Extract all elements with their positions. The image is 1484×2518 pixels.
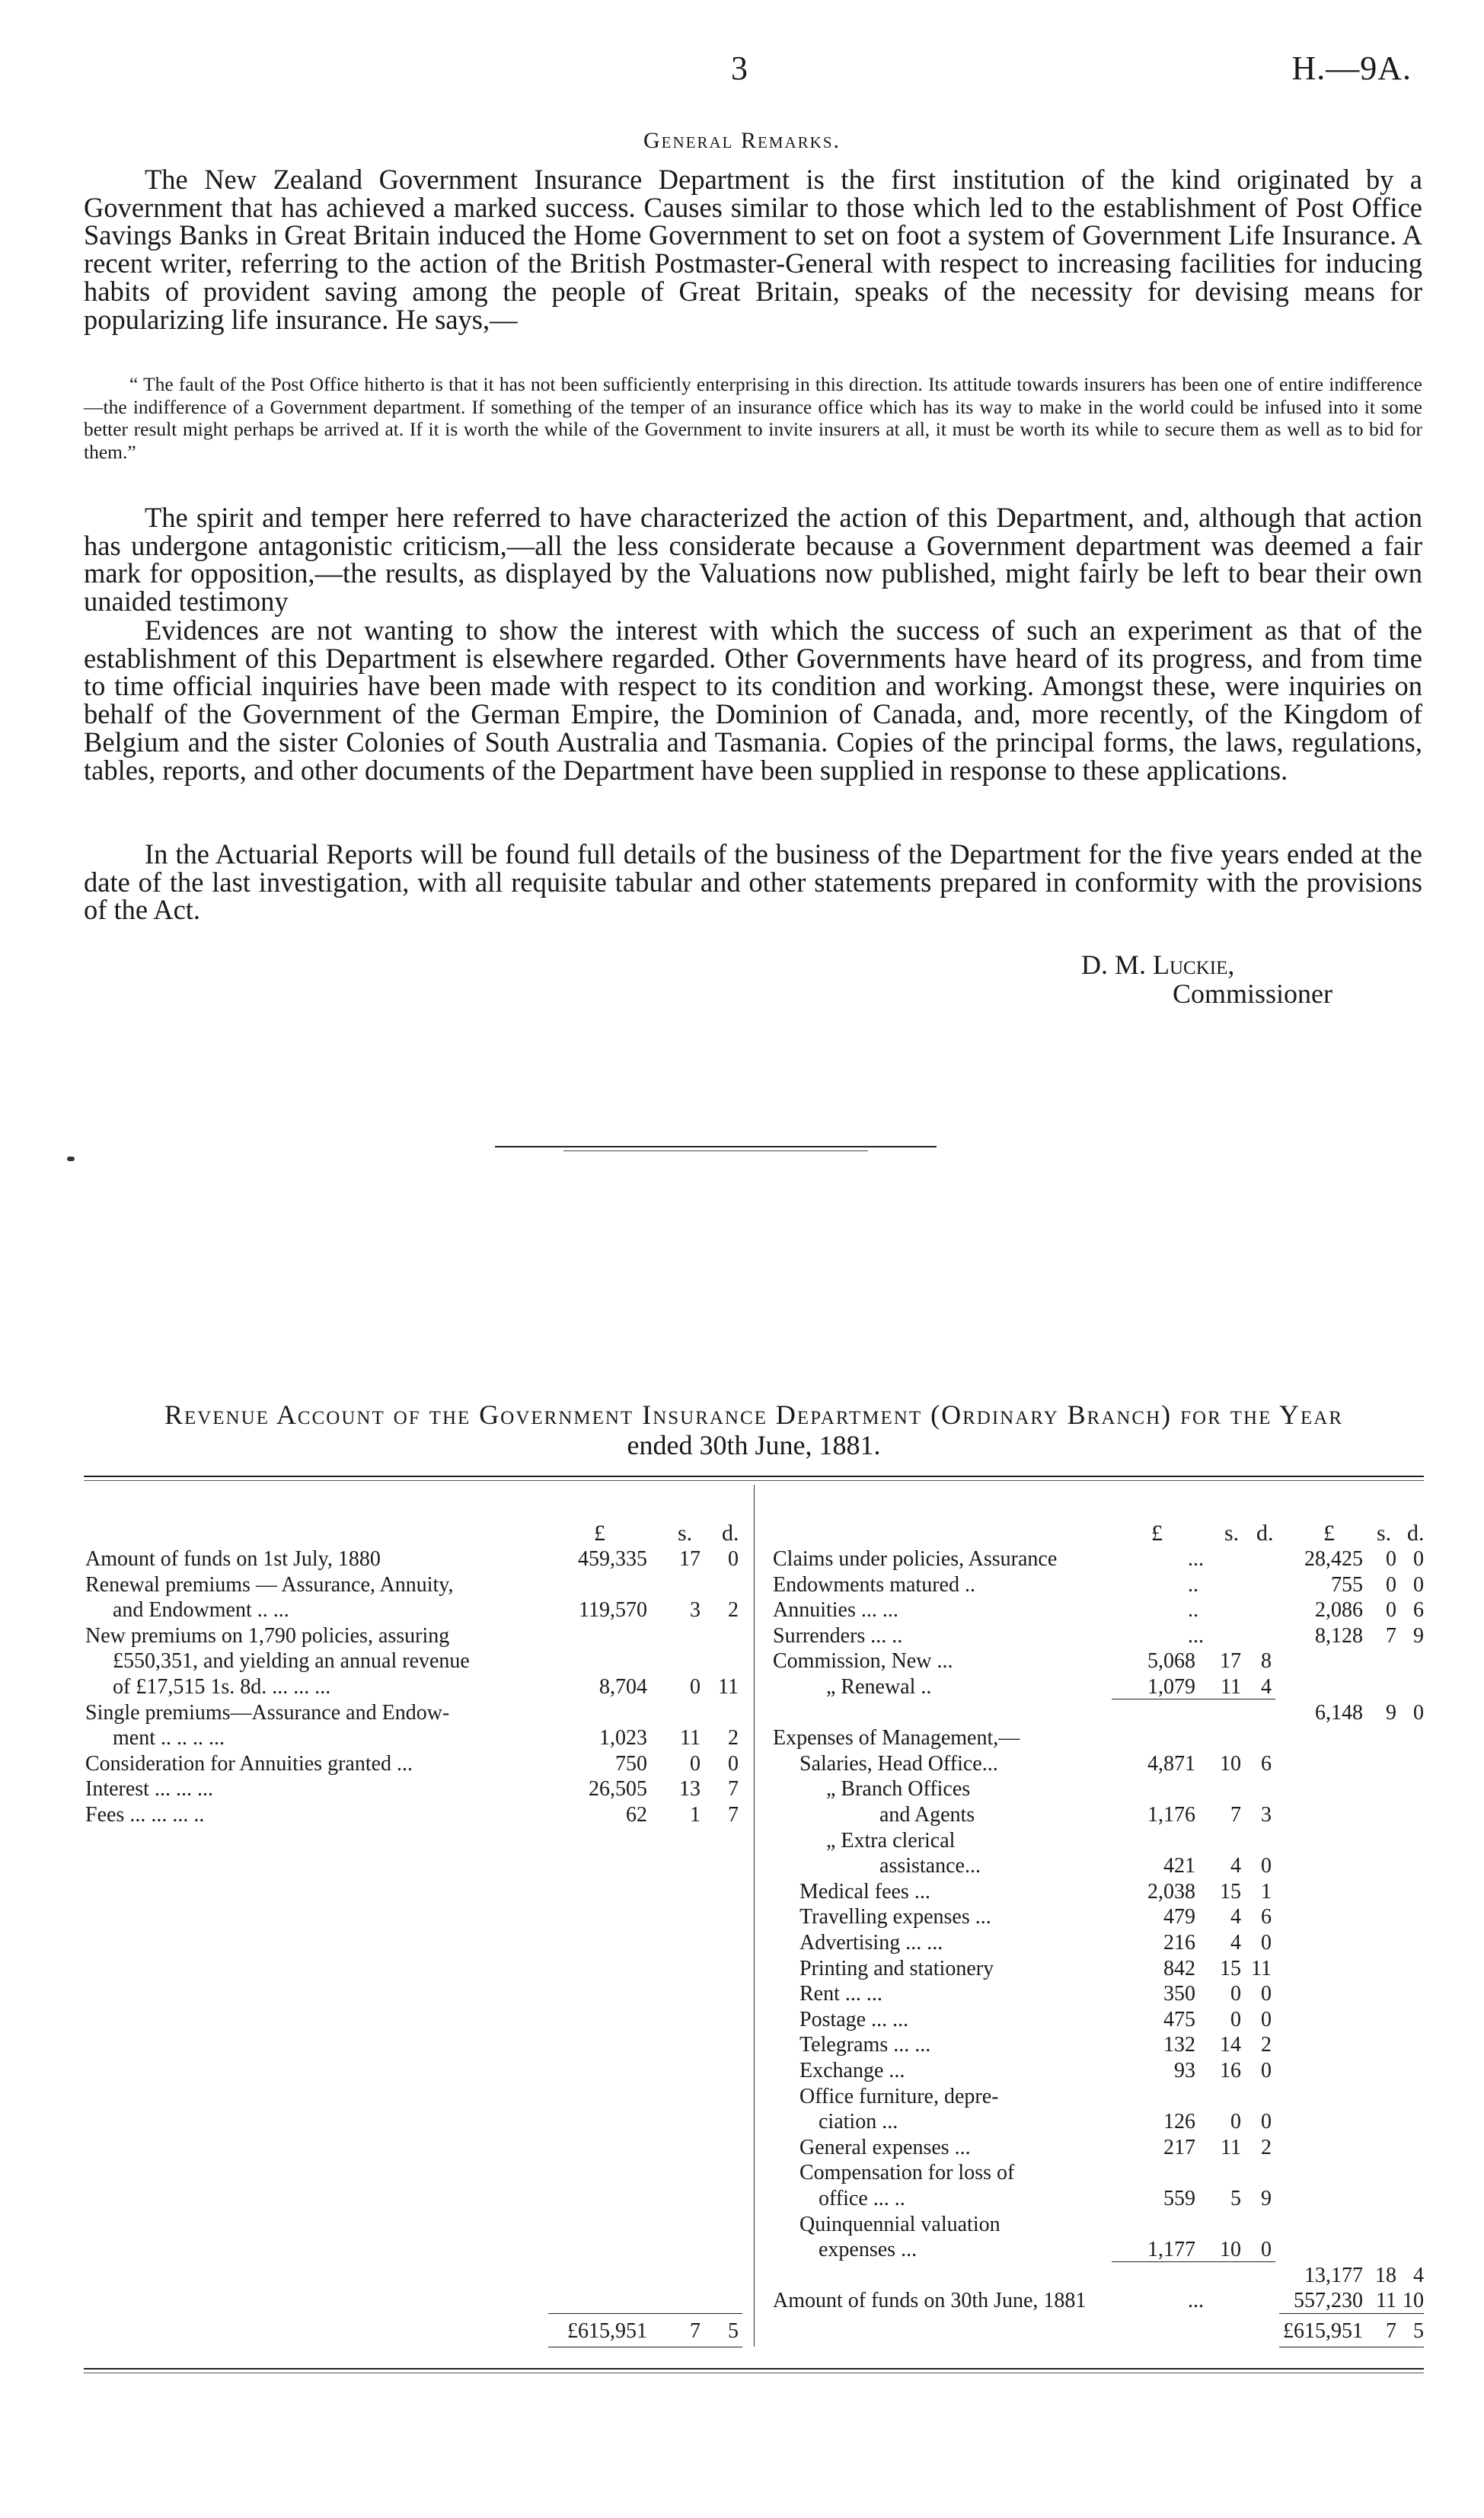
expense-outer-shillings: 7 bbox=[1386, 1623, 1396, 1648]
expense-label: Expenses of Management,— bbox=[773, 1726, 1020, 1750]
expense-label: „ Branch Offices bbox=[826, 1777, 971, 1802]
expenditure-total-shillings: 7 bbox=[1386, 2319, 1396, 2343]
expense-label: „ Extra clerical bbox=[826, 1828, 956, 1853]
expense-inner-pence: 0 bbox=[1261, 2059, 1272, 2082]
income-total-pence: 5 bbox=[728, 2319, 739, 2343]
expense-inner-pounds: 216 bbox=[1163, 1931, 1195, 1955]
expense-label: Quinquennial valuation bbox=[799, 2212, 1001, 2236]
income-amount-pounds: 26,505 bbox=[589, 1777, 647, 1802]
table-title bbox=[84, 1399, 1424, 1460]
income-amount-pence: 7 bbox=[728, 1803, 739, 1827]
expense-subtotal-rule bbox=[1112, 2261, 1275, 2262]
expense-label: assistance... bbox=[879, 1854, 981, 1878]
income-label: of £17,515 1s. 8d. ... ... ... bbox=[113, 1675, 331, 1699]
expense-inner-pence: 4 bbox=[1261, 1675, 1272, 1699]
expense-inner-pence: 2 bbox=[1261, 2135, 1272, 2159]
expense-outer-pounds: 13,177 bbox=[1304, 2263, 1363, 2287]
expense-label: expenses ... bbox=[819, 2238, 918, 2262]
expense-label: Advertising ... ... bbox=[799, 1931, 943, 1955]
exp-inner-shillings-header: s. bbox=[1224, 1521, 1240, 1546]
paragraph-2-text: The spirit and temper here referred to have characterized the action of this Department, and, although that action has undergone antagonistic criticism,—all the less considerate because a Government department was deemed a fair mark for opposition,—the results, as displayed by the Valuations now published, might fairly be left to bear their own unaided testimony bbox=[84, 502, 1422, 618]
expense-inner-shillings: 14 bbox=[1220, 2033, 1241, 2057]
expense-label: Postage ... ... bbox=[799, 2007, 909, 2031]
income-label: £550,351, and yielding an annual revenue bbox=[113, 1649, 470, 1674]
expense-inner-pence: 0 bbox=[1261, 2110, 1272, 2134]
expense-inner-shillings: 5 bbox=[1230, 2187, 1241, 2210]
table-top-rule bbox=[84, 1476, 1424, 1477]
income-amount-shillings: 1 bbox=[690, 1803, 701, 1827]
document-code: H.—9A. bbox=[1291, 49, 1412, 87]
paragraph-3-text: Evidences are not wanting to show the interest with which the success of such an experiment as that of the establishment of this Department is elsewhere regarded. Other Governments have heard of its progress, and from time to time official inquiries have been made with respect to its condition and working. Amongst these, were inquiries on behalf of the Government of the German Empire, the Dominion of Canada, and, more recently, of the Kingdom of Belgium and the sister Colonies of South Australia and Tasmania. Copies of the principal forms, the laws, regulations, tables, reports, and other documents of the Department have been supplied in response to these applications. bbox=[84, 614, 1422, 786]
income-amount-shillings: 11 bbox=[680, 1726, 701, 1750]
expense-inner-pounds: 842 bbox=[1163, 1956, 1195, 1980]
quotation-text: “ The fault of the Post Office hitherto is that it has not been sufficiently enterprising in this direction. Its attitude towards insurers has been one of entire indifference—the indifference of a Government department. If something of the temper of an insurance office which has its way to make in the world could be infused into it some better result might perhaps be arrived at. If it is worth the while of the Government to invite insurers at all, it must be worth its while to secure them as well as to bid for them.” bbox=[84, 373, 1422, 463]
income-label: Single premiums—Assurance and Endow- bbox=[85, 1700, 450, 1725]
income-col-pence-header: d. bbox=[722, 1521, 739, 1546]
expense-label: Endowments matured .. bbox=[773, 1572, 975, 1597]
income-amount-shillings: 0 bbox=[690, 1751, 701, 1776]
expense-inner-pence: 0 bbox=[1261, 1931, 1272, 1955]
income-col-shillings-header: s. bbox=[678, 1521, 693, 1546]
income-amount-shillings: 17 bbox=[679, 1547, 701, 1571]
expense-label: Surrenders ... .. bbox=[773, 1623, 903, 1648]
expense-label: Office furniture, depre- bbox=[799, 2084, 999, 2108]
expense-label: Telegrams ... ... bbox=[799, 2033, 931, 2057]
income-total-shillings: 7 bbox=[690, 2319, 701, 2343]
income-total-rule bbox=[548, 2313, 742, 2314]
signature-title: Commissioner bbox=[1173, 978, 1333, 1009]
expense-inner-shillings: 4 bbox=[1230, 1854, 1241, 1878]
expense-outer-pence: 0 bbox=[1413, 1547, 1424, 1571]
income-label: Fees ... ... ... .. bbox=[85, 1803, 205, 1827]
expense-inner-pence: 3 bbox=[1261, 1803, 1272, 1827]
income-amount-pence: 11 bbox=[718, 1675, 739, 1699]
expense-leader-dots: .. bbox=[1188, 1598, 1198, 1623]
expense-inner-pence: 0 bbox=[1261, 2238, 1272, 2262]
expense-outer-pounds: 6,148 bbox=[1315, 1700, 1363, 1725]
expense-outer-shillings: 18 bbox=[1375, 2263, 1396, 2287]
expense-outer-shillings: 0 bbox=[1386, 1598, 1396, 1623]
income-amount-pounds: 750 bbox=[615, 1751, 647, 1776]
expense-inner-pounds: 217 bbox=[1163, 2135, 1195, 2159]
expense-inner-pence: 0 bbox=[1261, 1982, 1272, 2006]
income-amount-pence: 7 bbox=[728, 1777, 739, 1802]
income-amount-pounds: 459,335 bbox=[578, 1547, 647, 1571]
income-col-pounds-header: £ bbox=[594, 1521, 605, 1546]
expense-inner-shillings: 16 bbox=[1220, 2059, 1241, 2082]
income-amount-pence: 2 bbox=[728, 1726, 739, 1750]
expense-label: Travelling expenses ... bbox=[799, 1905, 991, 1929]
expense-label: „ Renewal .. bbox=[826, 1675, 932, 1699]
expense-outer-pence: 6 bbox=[1413, 1598, 1424, 1623]
expense-inner-pounds: 475 bbox=[1163, 2007, 1195, 2031]
expense-inner-pounds: 350 bbox=[1163, 1982, 1195, 2006]
expense-inner-pounds: 5,068 bbox=[1147, 1649, 1195, 1674]
expense-label: Exchange ... bbox=[799, 2059, 905, 2082]
income-label: Interest ... ... ... bbox=[85, 1777, 213, 1802]
expense-inner-pence: 6 bbox=[1261, 1751, 1272, 1776]
expense-outer-shillings: 11 bbox=[1376, 2289, 1396, 2313]
expenditure-total-pence: 5 bbox=[1413, 2319, 1424, 2343]
expense-inner-pence: 2 bbox=[1261, 2033, 1272, 2057]
table-top-rule-thin bbox=[84, 1480, 1424, 1481]
expense-inner-pounds: 1,079 bbox=[1147, 1675, 1195, 1699]
expense-leader-dots: ... bbox=[1188, 1623, 1204, 1648]
expense-outer-pence: 4 bbox=[1413, 2263, 1424, 2287]
expense-label: Printing and stationery bbox=[799, 1956, 994, 1980]
expense-inner-shillings: 0 bbox=[1230, 1982, 1241, 2006]
income-amount-shillings: 13 bbox=[679, 1777, 701, 1802]
expense-label: ciation ... bbox=[819, 2110, 898, 2134]
income-amount-shillings: 0 bbox=[690, 1675, 701, 1699]
expense-inner-shillings: 4 bbox=[1230, 1905, 1241, 1929]
expenditure-total-pounds: £615,951 bbox=[1283, 2319, 1363, 2343]
expense-label: and Agents bbox=[879, 1803, 975, 1827]
expense-inner-shillings: 15 bbox=[1220, 1956, 1241, 1980]
expense-inner-shillings: 10 bbox=[1220, 1751, 1241, 1776]
expense-inner-shillings: 7 bbox=[1230, 1803, 1241, 1827]
expense-outer-shillings: 0 bbox=[1386, 1547, 1396, 1571]
expense-outer-pounds: 755 bbox=[1331, 1572, 1363, 1597]
paragraph-3 bbox=[84, 614, 1422, 786]
expense-label: Annuities ... ... bbox=[773, 1598, 898, 1623]
expense-leader-dots: ... bbox=[1188, 2289, 1204, 2313]
table-title-line-1: Revenue Account of the Government Insurance Department (Ordinary Branch) for the Year bbox=[164, 1399, 1344, 1430]
income-label: Amount of funds on 1st July, 1880 bbox=[85, 1547, 381, 1571]
expense-inner-pence: 11 bbox=[1251, 1956, 1272, 1980]
expense-label: Commission, New ... bbox=[773, 1649, 953, 1674]
exp-outer-shillings-header: s. bbox=[1377, 1521, 1392, 1546]
stray-mark bbox=[67, 1157, 75, 1161]
expense-inner-pence: 8 bbox=[1261, 1649, 1272, 1674]
table-bottom-rule bbox=[84, 2368, 1424, 2370]
paragraph-2 bbox=[84, 504, 1422, 616]
expense-outer-pounds: 2,086 bbox=[1315, 1598, 1363, 1623]
expense-inner-shillings: 0 bbox=[1230, 2110, 1241, 2134]
paragraph-1 bbox=[84, 166, 1422, 333]
expense-label: Claims under policies, Assurance bbox=[773, 1547, 1058, 1571]
expense-inner-pence: 0 bbox=[1261, 1854, 1272, 1878]
expense-label: Medical fees ... bbox=[799, 1879, 930, 1904]
income-label: and Endowment .. ... bbox=[113, 1598, 289, 1623]
income-amount-pounds: 119,570 bbox=[579, 1598, 647, 1623]
income-total-pounds: £615,951 bbox=[567, 2319, 647, 2343]
exp-inner-pounds-header: £ bbox=[1151, 1521, 1163, 1546]
income-amount-pence: 2 bbox=[728, 1598, 739, 1623]
expense-label: General expenses ... bbox=[799, 2135, 971, 2159]
expense-inner-pounds: 2,038 bbox=[1147, 1879, 1195, 1904]
exp-outer-pence-header: d. bbox=[1407, 1521, 1425, 1546]
expense-inner-shillings: 0 bbox=[1230, 2007, 1241, 2031]
expense-outer-pence: 10 bbox=[1403, 2289, 1424, 2313]
paragraph-4 bbox=[84, 838, 1422, 926]
expense-outer-pence: 9 bbox=[1413, 1623, 1424, 1648]
expense-inner-shillings: 11 bbox=[1221, 1675, 1241, 1699]
expense-inner-pence: 0 bbox=[1261, 2007, 1272, 2031]
divider-rule-thin bbox=[563, 1150, 868, 1151]
expense-label: Amount of funds on 30th June, 1881 bbox=[773, 2289, 1087, 2313]
exp-outer-pounds-header: £ bbox=[1323, 1521, 1335, 1546]
expense-inner-pounds: 93 bbox=[1174, 2059, 1195, 2082]
income-amount-pounds: 62 bbox=[626, 1803, 647, 1827]
expense-leader-dots: ... bbox=[1188, 1547, 1204, 1571]
income-amount-pounds: 1,023 bbox=[599, 1726, 647, 1750]
expense-inner-shillings: 10 bbox=[1220, 2238, 1241, 2262]
section-heading: General Remarks. bbox=[643, 128, 841, 153]
expense-inner-pence: 9 bbox=[1261, 2187, 1272, 2210]
expense-outer-pence: 0 bbox=[1413, 1700, 1424, 1725]
income-amount-shillings: 3 bbox=[690, 1598, 701, 1623]
income-amount-pence: 0 bbox=[728, 1547, 739, 1571]
income-label: Consideration for Annuities granted ... bbox=[85, 1751, 413, 1776]
page-number: 3 bbox=[731, 49, 748, 87]
quotation bbox=[84, 373, 1422, 463]
expense-outer-shillings: 0 bbox=[1386, 1572, 1396, 1597]
expense-outer-shillings: 9 bbox=[1386, 1700, 1396, 1725]
expense-inner-shillings: 15 bbox=[1220, 1879, 1241, 1904]
expense-label: Rent ... ... bbox=[799, 1982, 882, 2006]
income-amount-pence: 0 bbox=[728, 1751, 739, 1776]
expense-inner-pence: 1 bbox=[1261, 1879, 1272, 1904]
income-label: Renewal premiums — Assurance, Annuity, bbox=[85, 1572, 454, 1597]
divider-rule bbox=[495, 1146, 937, 1147]
expense-inner-pounds: 421 bbox=[1163, 1854, 1195, 1878]
income-label: ment .. .. .. ... bbox=[113, 1726, 225, 1750]
expense-label: office ... .. bbox=[819, 2187, 905, 2210]
paragraph-1-text: The New Zealand Government Insurance Department is the first institution of the kind originated by a Government that has achieved a marked success. Causes similar to those which led to the establishment of Post Office Savings Banks in Great Britain induced the Home Government to set on foot a system of Government Life Insurance. A recent writer, referring to the action of the British Postmaster-General with respect to increasing facilities for inducing habits of provident saving among the people of Great Britain, speaks of the necessity for devising means for popularizing life insurance. He says,— bbox=[84, 164, 1422, 335]
income-amount-pounds: 8,704 bbox=[599, 1675, 647, 1699]
expense-inner-pounds: 479 bbox=[1163, 1905, 1195, 1929]
expense-inner-pounds: 4,871 bbox=[1147, 1751, 1195, 1776]
expense-outer-pounds: 28,425 bbox=[1304, 1547, 1363, 1571]
expense-inner-pounds: 126 bbox=[1163, 2110, 1195, 2134]
expense-label: Compensation for loss of bbox=[799, 2161, 1015, 2185]
income-label: New premiums on 1,790 policies, assuring bbox=[85, 1623, 450, 1648]
expense-inner-pence: 6 bbox=[1261, 1905, 1272, 1929]
expense-inner-pounds: 132 bbox=[1163, 2033, 1195, 2057]
expenditure-total-rule bbox=[1279, 2313, 1424, 2314]
table-title-line-2: ended 30th June, 1881. bbox=[627, 1430, 881, 1460]
expense-outer-pounds: 8,128 bbox=[1315, 1623, 1363, 1648]
expense-inner-pounds: 1,176 bbox=[1147, 1803, 1195, 1827]
exp-inner-pence-header: d. bbox=[1256, 1521, 1274, 1546]
signature-name: D. M. Luckie, bbox=[1081, 949, 1235, 980]
table-column-divider bbox=[754, 1485, 755, 2347]
expense-inner-pounds: 1,177 bbox=[1147, 2238, 1195, 2262]
expense-outer-pounds: 557,230 bbox=[1294, 2289, 1363, 2313]
expense-label: Salaries, Head Office... bbox=[799, 1751, 998, 1776]
expense-inner-shillings: 11 bbox=[1221, 2135, 1241, 2159]
expense-outer-pence: 0 bbox=[1413, 1572, 1424, 1597]
expense-leader-dots: .. bbox=[1188, 1572, 1198, 1597]
expense-inner-shillings: 17 bbox=[1220, 1649, 1241, 1674]
expense-inner-pounds: 559 bbox=[1163, 2187, 1195, 2210]
paragraph-4-text: In the Actuarial Reports will be found full details of the business of the Department for the five years ended at the date of the last investigation, with all requisite tabular and other statements prepared in conformity with the provisions of the Act. bbox=[84, 838, 1422, 926]
expense-inner-shillings: 4 bbox=[1230, 1931, 1241, 1955]
